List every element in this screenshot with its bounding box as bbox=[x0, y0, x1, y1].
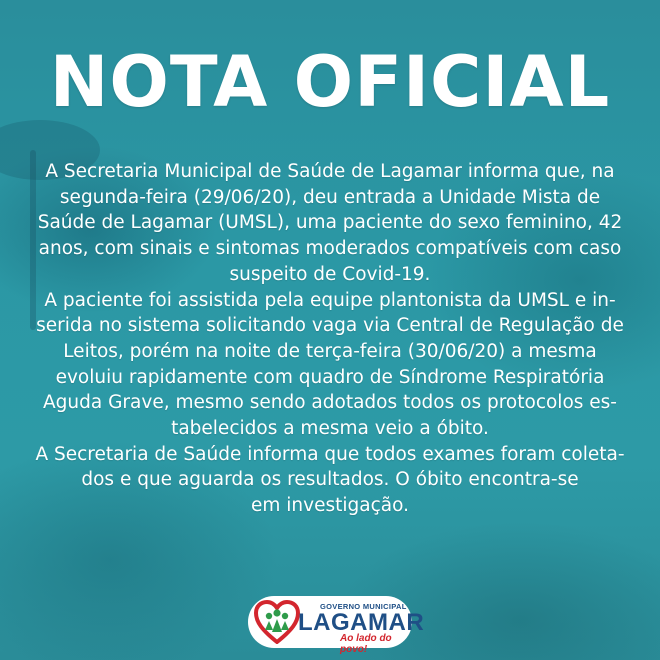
body-line: dos e que aguarda os resultados. O óbito encontra-se bbox=[81, 469, 579, 491]
body-line: suspeito de Covid-19. bbox=[229, 263, 431, 285]
body-line: Aguda Grave, mesmo sendo adotados todos os protocolos es- bbox=[43, 392, 617, 414]
logo-top-text: GOVERNO MUNICIPAL bbox=[320, 602, 407, 611]
body-line: Saúde de Lagamar (UMSL), uma paciente do sexo feminino, 42 bbox=[37, 212, 623, 234]
announcement-body bbox=[18, 159, 642, 519]
body-line: A paciente foi assistida pela equipe plantonista da UMSL e in- bbox=[44, 289, 616, 311]
body-line: em investigação. bbox=[251, 495, 409, 517]
body-line: serida no sistema solicitando vaga via Central de Regulação de bbox=[36, 315, 624, 337]
page-title: NOTA OFICIAL bbox=[49, 41, 611, 123]
logo-slogan: Ao lado do povo! bbox=[340, 633, 392, 655]
body-line: anos, com sinais e sintomas moderados compatíveis com caso bbox=[38, 238, 622, 260]
body-line: evoluiu rapidamente com quadro de Síndrome Respiratória bbox=[55, 366, 605, 388]
lagamar-logo bbox=[248, 596, 425, 655]
body-line: A Secretaria de Saúde informa que todos exames foram coleta- bbox=[35, 443, 625, 465]
logo-name: LAGAMAR bbox=[298, 609, 425, 636]
body-line: Leitos, porém na noite de terça-feira (30/06/20) a mesma bbox=[63, 340, 597, 362]
body-line: segunda-feira (29/06/20), deu entrada a Unidade Mista de bbox=[59, 186, 601, 208]
body-line: A Secretaria Municipal de Saúde de Lagamar informa que, na bbox=[45, 161, 615, 182]
body-line: tabelecidos a mesma veio a óbito. bbox=[171, 418, 489, 440]
heart-people-icon bbox=[254, 600, 300, 644]
